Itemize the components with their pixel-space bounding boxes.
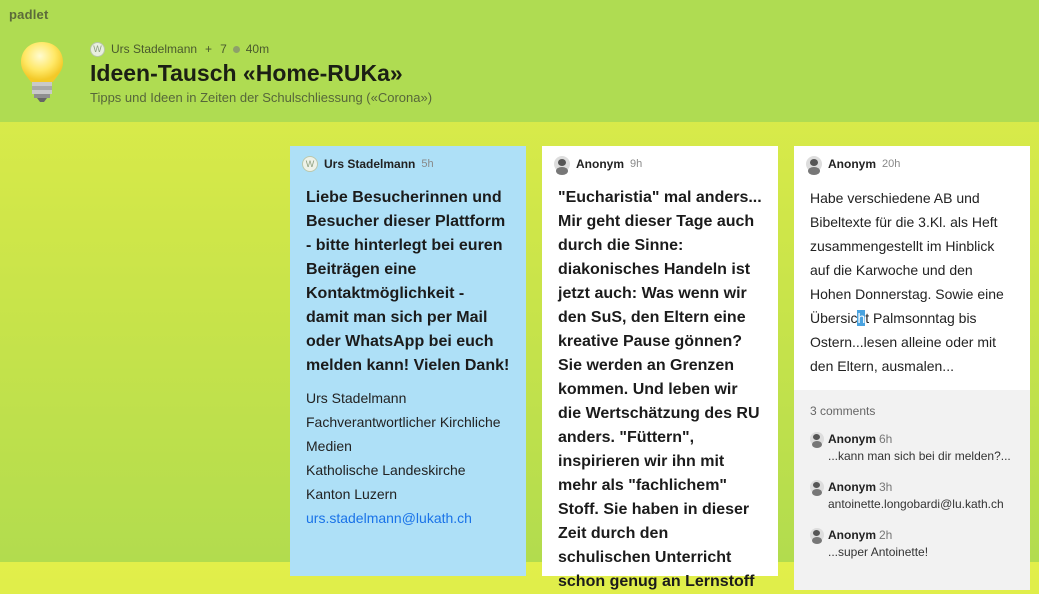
comment-text: ...kann man sich bei dir melden?... [828,449,1011,463]
signature-line: Medien [306,438,352,454]
like-count: 7 [220,42,227,56]
padlet-header [0,0,1039,122]
post-text: Liebe Besucherinnen und Besucher dieser Plattform - bitte hinterlegt bei euren Beiträgen eine Kontaktmöglichkeit - damit man sich per Mail oder WhatsApp bei euch melden kann! Vielen Dank! [306,189,510,374]
post-author: Anonym [828,157,876,171]
signature-line: Katholische Landeskirche [306,462,466,478]
comment-time: 2h [879,528,893,542]
post-body [290,182,526,530]
post-text: "Eucharistia" mal anders... Mir geht dieser Tage auch durch die Sinne: diakonisches Handeln ist jetzt auch: Was wenn wir den SuS, den Eltern eine kreative Pause gönnen? Sie werden an Grenzen kommen. Und leben wir die Wertschätzung des RU anders. "Füttern", inspirieren wir ihn mit mehr als "fachlichem" Stoff. Sie haben in dieser Zeit durch den schulischen Unterricht schon genug an Lernstoff [558,189,762,590]
post-time: 9h [630,158,643,170]
comment [810,480,1014,512]
comment [810,528,1014,560]
separator-dot [233,46,240,53]
header-author[interactable]: Urs Stadelmann [111,42,198,56]
header-age: 40m [245,42,270,56]
anonymous-avatar-icon [810,528,824,542]
post-header [542,146,778,182]
comment-text: antoinette.longobardi@lu.kath.ch [828,497,1004,511]
post-author: Anonym [576,157,624,171]
email-link[interactable]: urs.stadelmann@lukath.ch [306,510,472,526]
signature-line: Fachverantwortlicher Kirchliche [306,414,501,430]
post-card[interactable] [542,146,778,590]
post-header [794,146,1030,182]
comment-time: 3h [879,480,893,494]
author-avatar[interactable]: W [90,42,105,57]
signature-line: Urs Stadelmann [306,390,407,406]
comment-author: Anonym [828,528,876,542]
header-meta [90,41,269,57]
post-time: 5h [421,158,434,170]
post-time: 20h [882,158,901,170]
anonymous-avatar-icon [806,156,822,172]
post-author[interactable]: Urs Stadelmann [324,157,416,171]
comment-text: ...super Antoinette! [828,545,929,559]
post-body [794,182,1030,378]
comment [810,432,1014,464]
comment-author: Anonym [828,480,876,494]
signature-line: Kanton Luzern [306,486,398,502]
comment-time: 6h [879,432,893,446]
post-signature [306,386,510,530]
comments-section [794,390,1030,590]
lightbulb-icon [18,40,66,104]
padlet-logo[interactable]: padlet [9,7,49,22]
page-title: Ideen-Tausch «Home-RUKa» [90,60,403,86]
post-card[interactable] [290,146,526,576]
post-text [810,186,1014,378]
text-selection: h [857,310,866,326]
post-card[interactable] [794,146,1030,576]
anonymous-avatar-icon [554,156,570,172]
post-text-part: Habe verschiedene AB und Bibeltexte für die 3.Kl. als Heft zusammengestellt im Hinblick auf die Karwoche und den Hohen Donnerstag. Sowie eine Übersic [810,190,1004,326]
page-subtitle: Tipps und Ideen in Zeiten der Schulschliessung («Corona») [90,90,433,105]
author-avatar[interactable]: W [302,156,318,172]
comment-author: Anonym [828,432,876,446]
comments-count[interactable]: 3 comments [810,404,876,418]
anonymous-avatar-icon [810,432,824,446]
plus-icon: + [205,42,213,56]
anonymous-avatar-icon [810,480,824,494]
post-header [290,146,526,182]
post-text-part: t Palmsonntag bis Ostern...lesen alleine oder mit den Eltern, ausmalen... [810,310,996,374]
post-body [542,182,778,594]
